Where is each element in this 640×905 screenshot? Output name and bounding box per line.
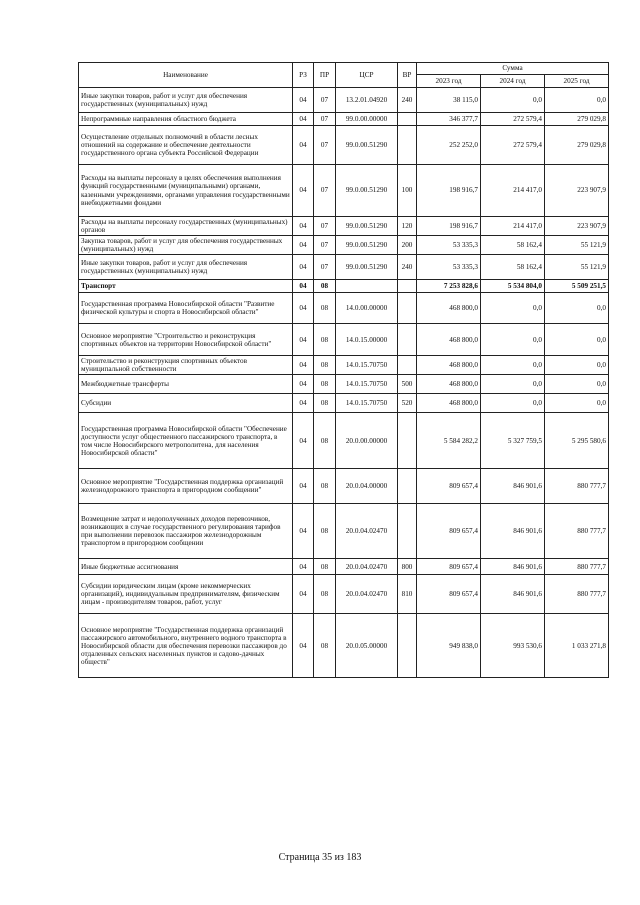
row-rz-cell: 04 [293, 88, 314, 113]
row-vr-cell [398, 413, 417, 469]
row-csr-cell: 14.0.15.00000 [336, 324, 398, 356]
row-pr-cell: 07 [314, 88, 336, 113]
row-2025-cell: 0,0 [545, 293, 609, 324]
table-row [79, 394, 609, 413]
row-pr-cell: 07 [314, 113, 336, 126]
row-csr-cell: 99.0.00.00000 [336, 113, 398, 126]
row-2024-cell: 0,0 [481, 394, 545, 413]
row-pr-cell: 08 [314, 356, 336, 375]
row-pr-cell: 08 [314, 559, 336, 575]
row-2024-cell: 0,0 [481, 375, 545, 394]
row-csr-cell: 14.0.00.00000 [336, 293, 398, 324]
row-2025-cell: 1 033 271,8 [545, 614, 609, 678]
row-2025-cell: 880 777,7 [545, 575, 609, 614]
row-vr-cell: 100 [398, 165, 417, 217]
row-2023-cell: 198 916,7 [417, 217, 481, 236]
row-name-cell: Возмещение затрат и недополученных доходов перевозчиков, возникающих в случае государственного регулирования тарифов при выполнении перевозок пассажиров железнодорожным транспортом в пригородном сообщении [79, 504, 293, 559]
row-rz-cell: 04 [293, 280, 314, 293]
row-rz-cell: 04 [293, 236, 314, 255]
row-csr-cell: 99.0.00.51290 [336, 236, 398, 255]
row-2025-cell: 5 509 251,5 [545, 280, 609, 293]
row-2025-cell: 0,0 [545, 356, 609, 375]
row-2024-cell: 993 530,6 [481, 614, 545, 678]
row-csr-cell: 20.0.04.02470 [336, 504, 398, 559]
row-pr-cell: 08 [314, 469, 336, 504]
row-2024-cell: 214 417,0 [481, 217, 545, 236]
row-vr-cell: 520 [398, 394, 417, 413]
row-2024-cell: 5 534 804,0 [481, 280, 545, 293]
table-row [79, 575, 609, 614]
row-vr-cell: 240 [398, 255, 417, 280]
header-sum: Сумма [417, 63, 609, 75]
row-2023-cell: 468 800,0 [417, 293, 481, 324]
row-vr-cell [398, 324, 417, 356]
row-vr-cell [398, 356, 417, 375]
row-2023-cell: 53 335,3 [417, 255, 481, 280]
row-2024-cell: 846 901,6 [481, 575, 545, 614]
row-2023-cell: 7 253 828,6 [417, 280, 481, 293]
row-csr-cell: 99.0.00.51290 [336, 126, 398, 165]
row-2023-cell: 468 800,0 [417, 375, 481, 394]
row-2024-cell: 0,0 [481, 356, 545, 375]
row-rz-cell: 04 [293, 113, 314, 126]
row-2025-cell: 5 295 580,6 [545, 413, 609, 469]
row-2023-cell: 809 657,4 [417, 469, 481, 504]
row-name-cell: Строительство и реконструкция спортивных объектов муниципальной собственности [79, 356, 293, 375]
row-2025-cell: 880 777,7 [545, 469, 609, 504]
row-rz-cell: 04 [293, 217, 314, 236]
table-row [79, 113, 609, 126]
row-name-cell: Закупка товаров, работ и услуг для обеспечения государственных (муниципальных) нужд [79, 236, 293, 255]
row-2023-cell: 468 800,0 [417, 394, 481, 413]
row-vr-cell: 810 [398, 575, 417, 614]
row-vr-cell: 120 [398, 217, 417, 236]
row-name-cell: Основное мероприятие "Государственная поддержка организаций пассажирского автомобильного, внутреннего водного транспорта в Новосибирской области для обеспечения перевозки пассажиров до отдаленных сельских населенных пунктов и садово-дачных обществ" [79, 614, 293, 678]
row-csr-cell: 13.2.01.04920 [336, 88, 398, 113]
table-row [79, 236, 609, 255]
row-csr-cell: 20.0.04.02470 [336, 559, 398, 575]
table-row [79, 375, 609, 394]
row-vr-cell [398, 280, 417, 293]
header-year-2023: 2023 год [417, 75, 481, 88]
row-rz-cell: 04 [293, 413, 314, 469]
row-csr-cell: 20.0.04.00000 [336, 469, 398, 504]
row-vr-cell: 800 [398, 559, 417, 575]
row-pr-cell: 08 [314, 413, 336, 469]
row-2024-cell: 846 901,6 [481, 504, 545, 559]
row-rz-cell: 04 [293, 559, 314, 575]
row-csr-cell: 14.0.15.70750 [336, 375, 398, 394]
row-2024-cell: 846 901,6 [481, 559, 545, 575]
row-2024-cell: 272 579,4 [481, 126, 545, 165]
row-pr-cell: 08 [314, 504, 336, 559]
row-vr-cell [398, 614, 417, 678]
row-csr-cell: 99.0.00.51290 [336, 255, 398, 280]
row-pr-cell: 08 [314, 375, 336, 394]
table-row [79, 217, 609, 236]
row-pr-cell: 07 [314, 236, 336, 255]
header-year-2025: 2025 год [545, 75, 609, 88]
header-csr: ЦСР [336, 63, 398, 88]
row-name-cell: Основное мероприятие "Строительство и реконструкция спортивных объектов на территории Новосибирской области" [79, 324, 293, 356]
row-2024-cell: 0,0 [481, 293, 545, 324]
row-2023-cell: 346 377,7 [417, 113, 481, 126]
row-rz-cell: 04 [293, 469, 314, 504]
header-pr: ПР [314, 63, 336, 88]
header-vr: ВР [398, 63, 417, 88]
row-csr-cell: 99.0.00.51290 [336, 217, 398, 236]
row-2024-cell: 58 162,4 [481, 255, 545, 280]
row-2025-cell: 0,0 [545, 375, 609, 394]
row-pr-cell: 08 [314, 575, 336, 614]
header-rz: РЗ [293, 63, 314, 88]
row-2024-cell: 5 327 759,5 [481, 413, 545, 469]
row-csr-cell: 20.0.00.00000 [336, 413, 398, 469]
row-name-cell: Иные бюджетные ассигнования [79, 559, 293, 575]
row-2023-cell: 5 584 282,2 [417, 413, 481, 469]
row-vr-cell: 240 [398, 88, 417, 113]
row-pr-cell: 07 [314, 126, 336, 165]
table-row [79, 559, 609, 575]
row-2023-cell: 38 115,0 [417, 88, 481, 113]
row-2025-cell: 279 029,8 [545, 113, 609, 126]
row-vr-cell [398, 469, 417, 504]
table-row [79, 126, 609, 165]
row-vr-cell: 500 [398, 375, 417, 394]
row-name-cell: Расходы на выплаты персоналу государственных (муниципальных) органов [79, 217, 293, 236]
row-name-cell: Транспорт [79, 280, 293, 293]
header-name: Наименование [79, 63, 293, 88]
row-rz-cell: 04 [293, 293, 314, 324]
row-vr-cell [398, 504, 417, 559]
row-csr-cell: 99.0.00.51290 [336, 165, 398, 217]
row-2024-cell: 0,0 [481, 324, 545, 356]
row-2025-cell: 0,0 [545, 324, 609, 356]
row-2025-cell: 223 907,9 [545, 165, 609, 217]
table-row [79, 614, 609, 678]
row-2025-cell: 279 029,8 [545, 126, 609, 165]
row-2025-cell: 880 777,7 [545, 504, 609, 559]
row-name-cell: Субсидии [79, 394, 293, 413]
row-2025-cell: 0,0 [545, 88, 609, 113]
row-csr-cell: 20.0.04.02470 [336, 575, 398, 614]
row-vr-cell [398, 113, 417, 126]
row-2025-cell: 55 121,9 [545, 236, 609, 255]
row-2023-cell: 198 916,7 [417, 165, 481, 217]
row-vr-cell: 200 [398, 236, 417, 255]
table-row [79, 413, 609, 469]
row-2024-cell: 0,0 [481, 88, 545, 113]
row-2023-cell: 468 800,0 [417, 356, 481, 375]
header-year-2024: 2024 год [481, 75, 545, 88]
row-name-cell: Непрограммные направления областного бюджета [79, 113, 293, 126]
table-row [79, 165, 609, 217]
row-rz-cell: 04 [293, 126, 314, 165]
row-csr-cell: 14.0.15.70750 [336, 394, 398, 413]
row-2025-cell: 0,0 [545, 394, 609, 413]
table-row [79, 356, 609, 375]
row-name-cell: Иные закупки товаров, работ и услуг для обеспечения государственных (муниципальных) нужд [79, 255, 293, 280]
row-rz-cell: 04 [293, 614, 314, 678]
row-name-cell: Субсидии юридическим лицам (кроме некоммерческих организаций), индивидуальным предпринимателям, физическим лицам - производителям товаров, работ, услуг [79, 575, 293, 614]
row-2023-cell: 809 657,4 [417, 575, 481, 614]
row-pr-cell: 08 [314, 324, 336, 356]
row-name-cell: Осуществление отдельных полномочий в области лесных отношений на содержание и обеспечение деятельности государственного органа субъекта Российской Федерации [79, 126, 293, 165]
row-rz-cell: 04 [293, 324, 314, 356]
row-pr-cell: 07 [314, 255, 336, 280]
page-number: Страница 35 из 183 [278, 852, 362, 863]
row-rz-cell: 04 [293, 504, 314, 559]
row-pr-cell: 08 [314, 614, 336, 678]
row-2023-cell: 809 657,4 [417, 504, 481, 559]
row-rz-cell: 04 [293, 356, 314, 375]
row-csr-cell: 14.0.15.70750 [336, 356, 398, 375]
table-row [79, 504, 609, 559]
row-rz-cell: 04 [293, 394, 314, 413]
row-2024-cell: 846 901,6 [481, 469, 545, 504]
row-name-cell: Межбюджетные трансферты [79, 375, 293, 394]
table-row [79, 280, 609, 293]
table-body [79, 88, 609, 678]
row-2023-cell: 809 657,4 [417, 559, 481, 575]
budget-table [78, 62, 609, 678]
row-csr-cell [336, 280, 398, 293]
row-2023-cell: 53 335,3 [417, 236, 481, 255]
row-rz-cell: 04 [293, 575, 314, 614]
table-row [79, 469, 609, 504]
row-2024-cell: 272 579,4 [481, 113, 545, 126]
row-pr-cell: 07 [314, 217, 336, 236]
row-pr-cell: 07 [314, 165, 336, 217]
row-pr-cell: 08 [314, 280, 336, 293]
row-name-cell: Основное мероприятие "Государственная поддержка организаций железнодорожного транспорта в пригородном сообщении" [79, 469, 293, 504]
row-2025-cell: 880 777,7 [545, 559, 609, 575]
row-name-cell: Иные закупки товаров, работ и услуг для обеспечения государственных (муниципальных) нужд [79, 88, 293, 113]
row-vr-cell [398, 126, 417, 165]
row-name-cell: Государственная программа Новосибирской области "Обеспечение доступности услуг общественного пассажирского транспорта, в том числе Новосибирского метрополитена, для населения Новосибирской области" [79, 413, 293, 469]
table-row [79, 293, 609, 324]
table-row [79, 324, 609, 356]
row-name-cell: Расходы на выплаты персоналу в целях обеспечения выполнения функций государственными (муниципальными) органами, казенными учреждениями, органами управления государственными внебюджетными фондами [79, 165, 293, 217]
row-pr-cell: 08 [314, 394, 336, 413]
row-vr-cell [398, 293, 417, 324]
row-rz-cell: 04 [293, 255, 314, 280]
row-2023-cell: 468 800,0 [417, 324, 481, 356]
row-2023-cell: 949 838,0 [417, 614, 481, 678]
row-2025-cell: 223 907,9 [545, 217, 609, 236]
row-csr-cell: 20.0.05.00000 [336, 614, 398, 678]
row-pr-cell: 08 [314, 293, 336, 324]
row-2023-cell: 252 252,0 [417, 126, 481, 165]
row-rz-cell: 04 [293, 165, 314, 217]
row-2024-cell: 58 162,4 [481, 236, 545, 255]
table-row [79, 255, 609, 280]
row-2025-cell: 55 121,9 [545, 255, 609, 280]
row-2024-cell: 214 417,0 [481, 165, 545, 217]
row-rz-cell: 04 [293, 375, 314, 394]
table-row [79, 88, 609, 113]
row-name-cell: Государственная программа Новосибирской области "Развитие физической культуры и спорта в Новосибирской области" [79, 293, 293, 324]
